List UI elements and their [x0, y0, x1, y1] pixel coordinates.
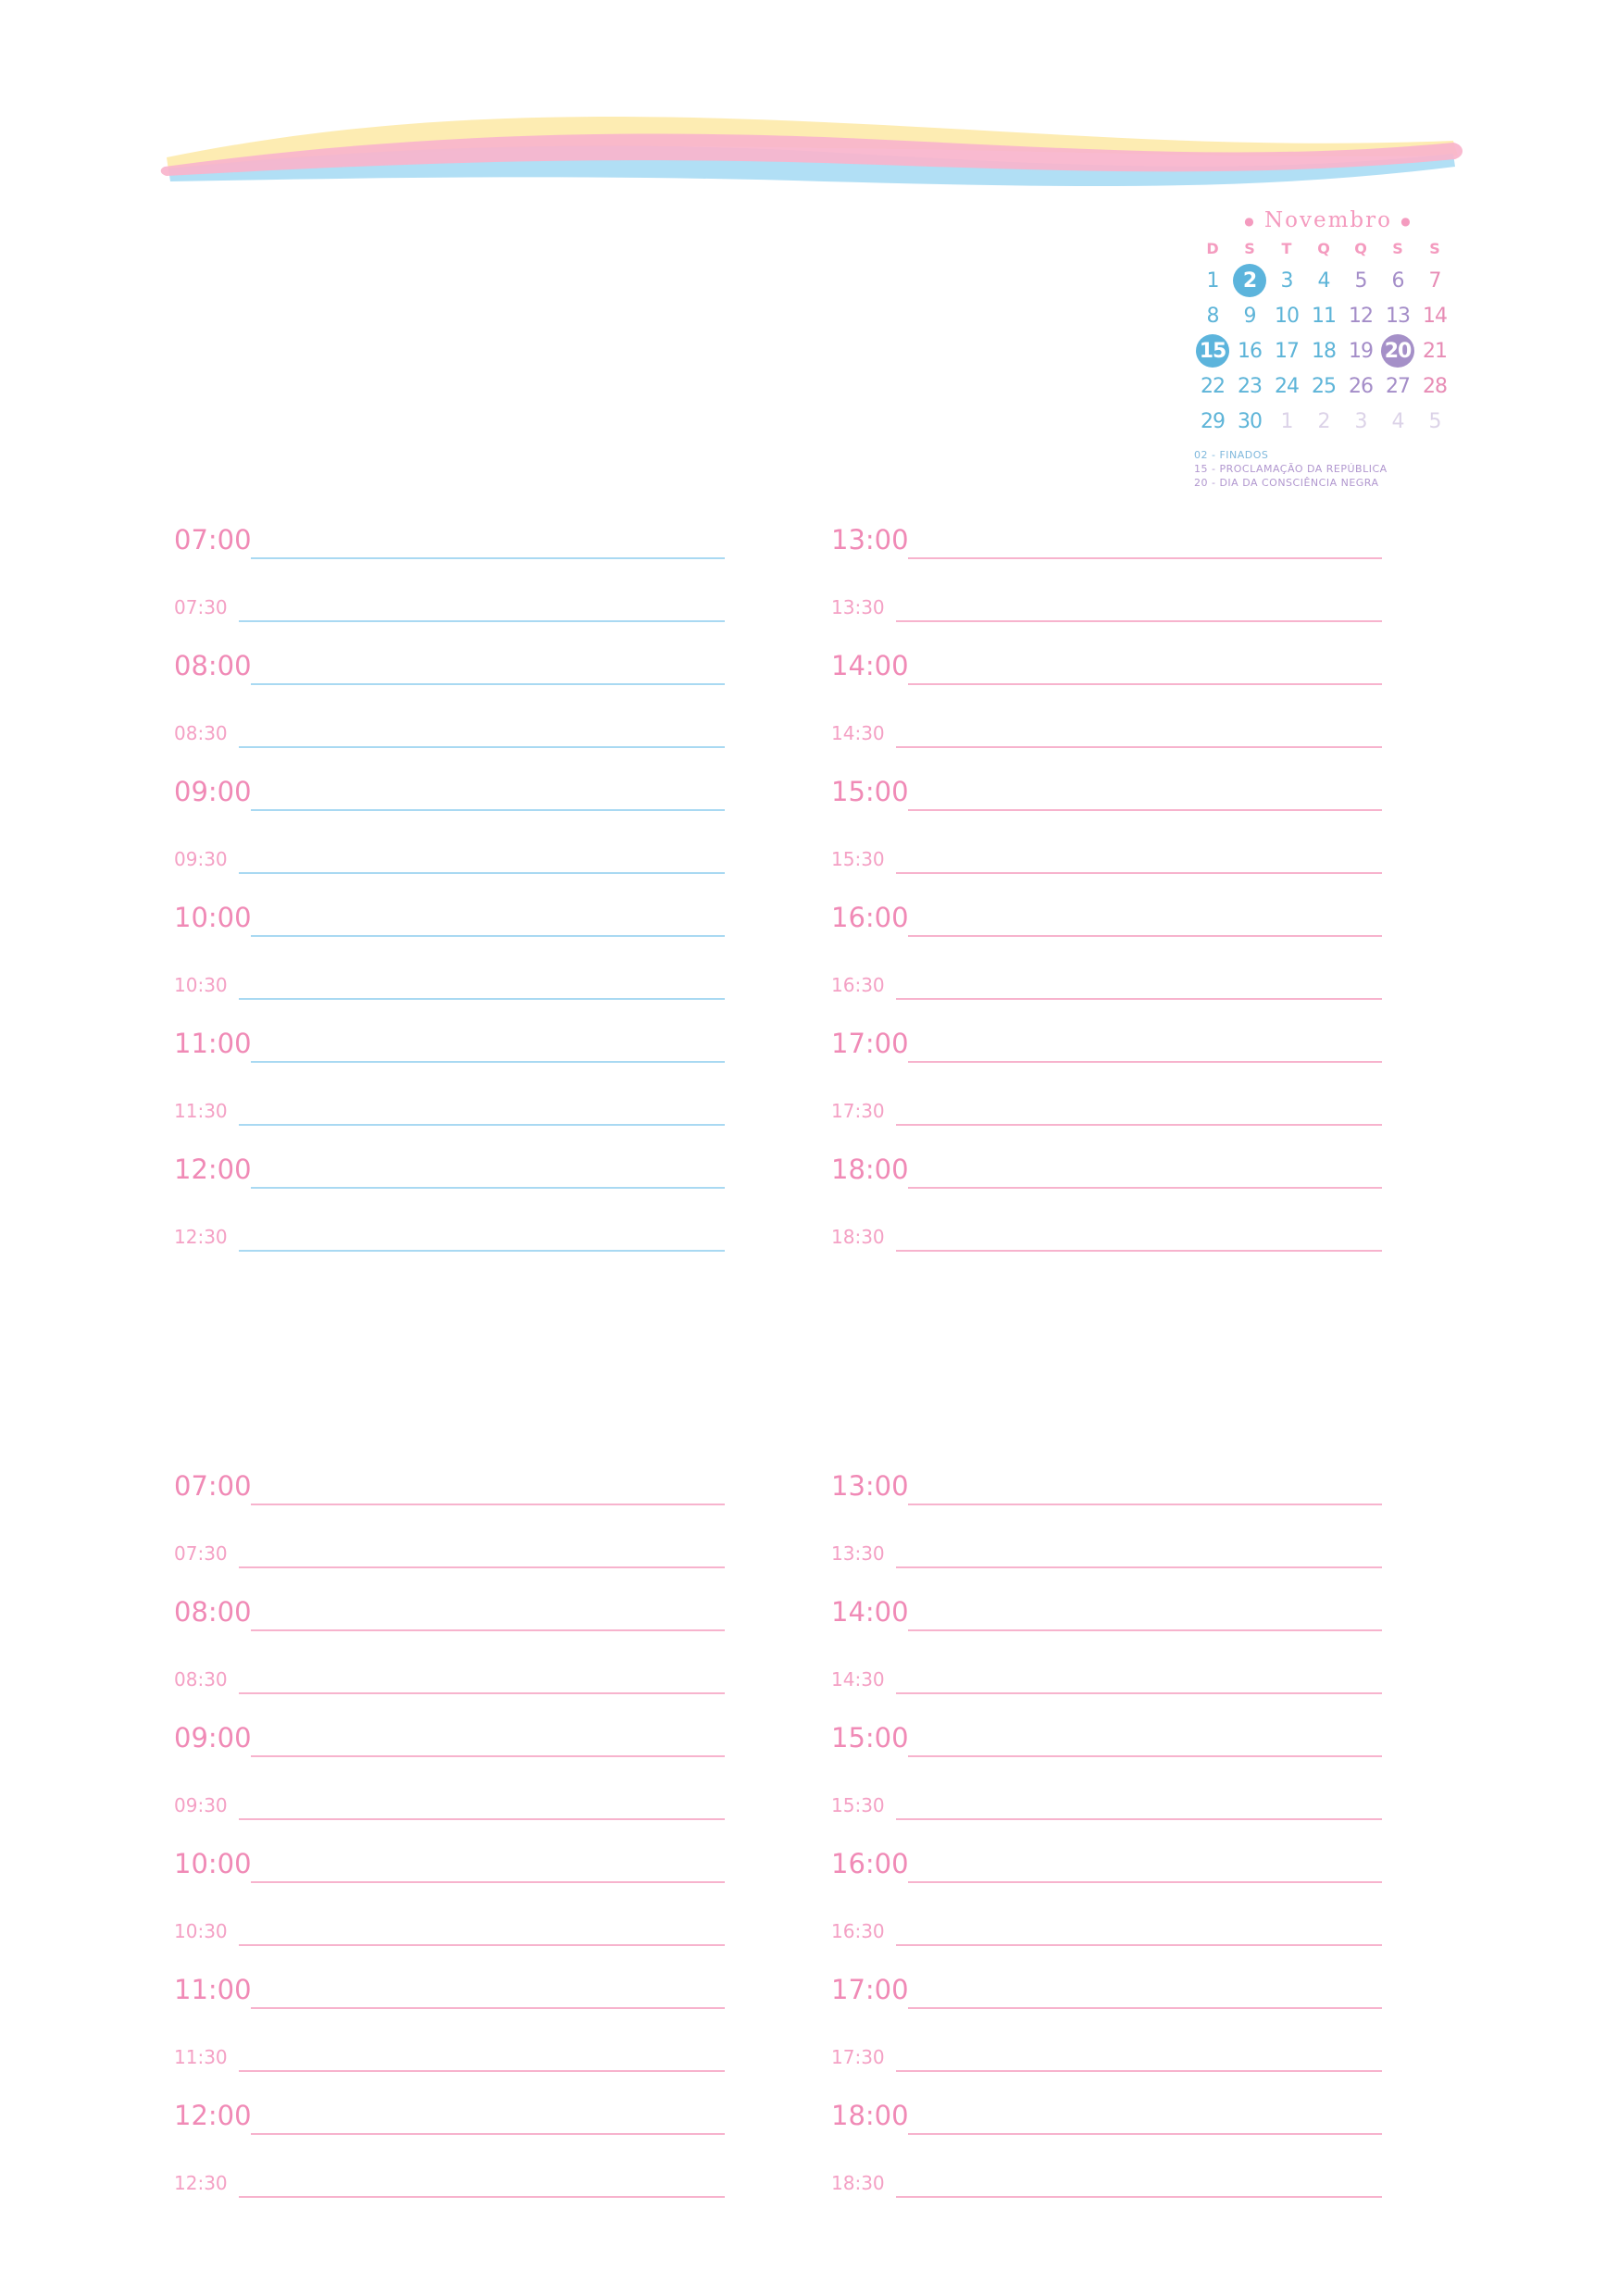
- writing-line: [896, 998, 1382, 1000]
- time-slot-row: [165, 570, 725, 622]
- time-slot-row: [822, 696, 1382, 748]
- calendar-day-number: 19: [1349, 339, 1373, 363]
- time-label: 12:30: [174, 1226, 228, 1248]
- calendar-day: [1194, 263, 1231, 298]
- calendar-day: [1379, 263, 1416, 298]
- time-slot-row: [822, 2146, 1382, 2198]
- writing-line: [908, 1755, 1382, 1757]
- calendar-holiday-note: 15 - PROCLAMAÇÃO DA REPÚBLICA: [1194, 463, 1388, 475]
- time-slot-row: [822, 1454, 1382, 1505]
- time-slot-row: [822, 759, 1382, 811]
- calendar-day-number: 11: [1312, 304, 1336, 328]
- time-label: 13:00: [831, 524, 909, 555]
- writing-line: [908, 1504, 1382, 1505]
- writing-line: [896, 1692, 1382, 1694]
- time-slot-row: [822, 1894, 1382, 1946]
- time-label: 17:00: [831, 1974, 909, 2005]
- calendar-day-number: 22: [1201, 374, 1225, 398]
- time-label: 07:00: [174, 1470, 252, 1502]
- writing-line: [239, 620, 725, 622]
- time-label: 16:00: [831, 902, 909, 933]
- schedule-column: [822, 507, 1382, 1263]
- writing-line: [251, 557, 725, 559]
- writing-line: [908, 809, 1382, 811]
- calendar-day: [1231, 368, 1268, 404]
- writing-line: [908, 2007, 1382, 2009]
- time-label: 07:30: [174, 1542, 228, 1565]
- writing-line: [239, 1692, 725, 1694]
- calendar-day: [1416, 404, 1453, 439]
- writing-line: [908, 1187, 1382, 1189]
- writing-line: [896, 1250, 1382, 1252]
- time-label: 11:00: [174, 1974, 252, 2005]
- time-slot-row: [822, 2083, 1382, 2135]
- writing-line: [251, 2007, 725, 2009]
- calendar-day-number: 3: [1354, 409, 1367, 433]
- time-slot-row: [165, 1137, 725, 1189]
- time-label: 12:00: [174, 1154, 252, 1185]
- mini-calendar: [1194, 206, 1462, 490]
- time-label: 18:00: [831, 1154, 909, 1185]
- time-slot-row: [165, 759, 725, 811]
- time-label: 17:30: [831, 2046, 885, 2068]
- writing-line: [251, 1881, 725, 1883]
- time-label: 15:30: [831, 1794, 885, 1816]
- time-slot-row: [165, 1831, 725, 1883]
- time-label: 13:30: [831, 1542, 885, 1565]
- time-slot-row: [165, 1642, 725, 1694]
- calendar-day-number: 18: [1312, 339, 1336, 363]
- time-label: 14:00: [831, 650, 909, 681]
- time-slot-row: [165, 822, 725, 874]
- calendar-day: [1231, 333, 1268, 368]
- time-slot-row: [822, 1957, 1382, 2009]
- writing-line: [251, 1755, 725, 1757]
- time-slot-row: [822, 2020, 1382, 2072]
- time-slot-row: [822, 1074, 1382, 1126]
- calendar-day: [1305, 333, 1342, 368]
- time-slot-row: [822, 948, 1382, 1000]
- time-label: 12:00: [174, 2100, 252, 2131]
- calendar-weekday: S: [1392, 240, 1403, 257]
- calendar-day: [1416, 368, 1453, 404]
- time-slot-row: [165, 633, 725, 685]
- time-slot-row: [822, 885, 1382, 937]
- time-slot-row: [165, 1579, 725, 1631]
- time-slot-row: [165, 1011, 725, 1063]
- time-slot-row: [165, 507, 725, 559]
- calendar-day-number: 1: [1280, 409, 1293, 433]
- time-label: 16:30: [831, 974, 885, 996]
- writing-line: [896, 1944, 1382, 1946]
- time-slot-row: [165, 1454, 725, 1505]
- writing-line: [239, 872, 725, 874]
- calendar-weekday: Q: [1354, 240, 1367, 257]
- calendar-holiday-note: 20 - DIA DA CONSCIÊNCIA NEGRA: [1194, 477, 1379, 489]
- time-label: 10:00: [174, 1848, 252, 1879]
- time-label: 18:30: [831, 1226, 885, 1248]
- time-label: 08:30: [174, 1668, 228, 1691]
- calendar-day-number: 8: [1206, 304, 1219, 328]
- calendar-day: [1379, 298, 1416, 333]
- time-label: 11:30: [174, 2046, 228, 2068]
- time-label: 14:30: [831, 1668, 885, 1691]
- time-slot-row: [165, 1074, 725, 1126]
- time-label: 07:00: [174, 524, 252, 555]
- calendar-day-number: 30: [1238, 409, 1262, 433]
- calendar-day: [1416, 298, 1453, 333]
- writing-line: [908, 2133, 1382, 2135]
- time-slot-row: [822, 570, 1382, 622]
- calendar-day: [1379, 404, 1416, 439]
- time-slot-row: [822, 1579, 1382, 1631]
- time-label: 15:30: [831, 848, 885, 870]
- calendar-day: [1194, 404, 1231, 439]
- time-slot-row: [165, 1894, 725, 1946]
- writing-line: [251, 935, 725, 937]
- calendar-day-number: 9: [1243, 304, 1256, 328]
- calendar-day: [1268, 263, 1305, 298]
- bullet-icon: ●: [1400, 215, 1413, 228]
- writing-line: [896, 746, 1382, 748]
- writing-line: [908, 1061, 1382, 1063]
- writing-line: [896, 1818, 1382, 1820]
- calendar-day: [1342, 333, 1379, 368]
- calendar-weekday: Q: [1317, 240, 1330, 257]
- calendar-day-number: 23: [1238, 374, 1262, 398]
- time-slot-row: [822, 1705, 1382, 1757]
- writing-line: [239, 2070, 725, 2072]
- writing-line: [239, 998, 725, 1000]
- time-label: 09:30: [174, 1794, 228, 1816]
- time-label: 12:30: [174, 2172, 228, 2194]
- time-slot-row: [822, 1200, 1382, 1252]
- calendar-day: [1342, 368, 1379, 404]
- time-label: 17:30: [831, 1100, 885, 1122]
- time-label: 11:30: [174, 1100, 228, 1122]
- calendar-day-number: 5: [1428, 409, 1441, 433]
- calendar-day: [1231, 263, 1268, 298]
- writing-line: [908, 683, 1382, 685]
- time-label: 18:00: [831, 2100, 909, 2131]
- time-slot-row: [165, 948, 725, 1000]
- calendar-day-number: 26: [1349, 374, 1373, 398]
- calendar-day-grid: [1194, 263, 1462, 439]
- time-label: 08:00: [174, 1596, 252, 1628]
- time-label: 14:00: [831, 1596, 909, 1628]
- time-slot-row: [822, 1137, 1382, 1189]
- calendar-day-number: 4: [1391, 409, 1404, 433]
- writing-line: [896, 2070, 1382, 2072]
- calendar-weekday: T: [1281, 240, 1292, 257]
- time-slot-row: [822, 1642, 1382, 1694]
- writing-line: [908, 1881, 1382, 1883]
- calendar-day-number: 24: [1275, 374, 1299, 398]
- time-label: 11:00: [174, 1028, 252, 1059]
- calendar-day: [1268, 368, 1305, 404]
- writing-line: [239, 1250, 725, 1252]
- writing-line: [896, 1124, 1382, 1126]
- writing-line: [896, 1566, 1382, 1568]
- calendar-month-title: [1194, 206, 1462, 235]
- calendar-month-label: Novembro: [1264, 208, 1392, 232]
- writing-line: [239, 2196, 725, 2198]
- time-label: 07:30: [174, 596, 228, 618]
- time-slot-row: [165, 1516, 725, 1568]
- calendar-day-number: 2: [1317, 409, 1330, 433]
- time-slot-row: [822, 507, 1382, 559]
- header-wave-decoration: [157, 111, 1472, 204]
- calendar-day: [1268, 298, 1305, 333]
- writing-line: [251, 1504, 725, 1505]
- calendar-day-number: 21: [1423, 339, 1447, 363]
- calendar-day-number: 25: [1312, 374, 1336, 398]
- writing-line: [239, 746, 725, 748]
- time-slot-row: [165, 1705, 725, 1757]
- calendar-day-number: 14: [1423, 304, 1447, 328]
- calendar-day-number: 2: [1233, 264, 1266, 297]
- writing-line: [896, 872, 1382, 874]
- time-slot-row: [822, 1516, 1382, 1568]
- writing-line: [251, 809, 725, 811]
- time-label: 13:00: [831, 1470, 909, 1502]
- calendar-day: [1416, 333, 1453, 368]
- calendar-day-number: 10: [1275, 304, 1299, 328]
- time-slot-row: [165, 2146, 725, 2198]
- calendar-day: [1268, 333, 1305, 368]
- time-slot-row: [822, 822, 1382, 874]
- calendar-day: [1305, 404, 1342, 439]
- calendar-day-number: 27: [1386, 374, 1410, 398]
- writing-line: [239, 1818, 725, 1820]
- time-label: 10:30: [174, 1920, 228, 1942]
- writing-line: [908, 557, 1382, 559]
- writing-line: [908, 1629, 1382, 1631]
- calendar-day-number: 20: [1381, 334, 1414, 368]
- time-slot-row: [822, 1011, 1382, 1063]
- writing-line: [908, 935, 1382, 937]
- calendar-day-number: 3: [1280, 268, 1293, 293]
- time-label: 09:00: [174, 776, 252, 807]
- calendar-day: [1342, 298, 1379, 333]
- calendar-weekday: S: [1244, 240, 1255, 257]
- time-slot-row: [165, 2020, 725, 2072]
- writing-line: [896, 2196, 1382, 2198]
- writing-line: [251, 1187, 725, 1189]
- calendar-day-number: 5: [1354, 268, 1367, 293]
- writing-line: [239, 1124, 725, 1126]
- writing-line: [251, 2133, 725, 2135]
- time-label: 16:00: [831, 1848, 909, 1879]
- time-label: 18:30: [831, 2172, 885, 2194]
- time-slot-row: [165, 1957, 725, 2009]
- time-label: 14:30: [831, 722, 885, 744]
- calendar-day: [1342, 404, 1379, 439]
- time-slot-row: [822, 1831, 1382, 1883]
- calendar-day-number: 12: [1349, 304, 1373, 328]
- writing-line: [896, 620, 1382, 622]
- writing-line: [251, 1629, 725, 1631]
- time-label: 17:00: [831, 1028, 909, 1059]
- writing-line: [251, 1061, 725, 1063]
- time-slot-row: [165, 885, 725, 937]
- calendar-day: [1305, 298, 1342, 333]
- calendar-day: [1231, 298, 1268, 333]
- time-label: 08:30: [174, 722, 228, 744]
- calendar-day: [1305, 263, 1342, 298]
- calendar-day-number: 6: [1391, 268, 1404, 293]
- schedule-column: [165, 507, 725, 1263]
- calendar-holiday-note: 02 - FINADOS: [1194, 449, 1269, 461]
- calendar-day: [1379, 333, 1416, 368]
- calendar-weekday: D: [1206, 240, 1219, 257]
- calendar-day: [1194, 298, 1231, 333]
- writing-line: [251, 683, 725, 685]
- writing-line: [239, 1944, 725, 1946]
- calendar-day: [1194, 368, 1231, 404]
- calendar-weekday-header: [1194, 235, 1462, 263]
- calendar-day-number: 28: [1423, 374, 1447, 398]
- calendar-weekday: S: [1429, 240, 1440, 257]
- time-label: 15:00: [831, 1722, 909, 1753]
- time-slot-row: [822, 1768, 1382, 1820]
- time-slot-row: [165, 696, 725, 748]
- schedule-column: [165, 1454, 725, 2209]
- time-label: 10:30: [174, 974, 228, 996]
- time-label: 16:30: [831, 1920, 885, 1942]
- calendar-day-number: 15: [1196, 334, 1229, 368]
- schedule-column: [822, 1454, 1382, 2209]
- calendar-day: [1194, 333, 1231, 368]
- calendar-day: [1342, 263, 1379, 298]
- bullet-icon: ●: [1244, 215, 1256, 228]
- time-slot-row: [165, 2083, 725, 2135]
- time-slot-row: [165, 1768, 725, 1820]
- time-slot-row: [822, 633, 1382, 685]
- time-label: 13:30: [831, 596, 885, 618]
- time-label: 15:00: [831, 776, 909, 807]
- calendar-day-number: 13: [1386, 304, 1410, 328]
- calendar-day-number: 16: [1238, 339, 1262, 363]
- time-label: 08:00: [174, 650, 252, 681]
- calendar-day-number: 7: [1428, 268, 1441, 293]
- time-label: 10:00: [174, 902, 252, 933]
- calendar-day: [1416, 263, 1453, 298]
- time-label: 09:30: [174, 848, 228, 870]
- calendar-day-number: 29: [1201, 409, 1225, 433]
- calendar-holiday-notes: [1194, 448, 1462, 490]
- writing-line: [239, 1566, 725, 1568]
- calendar-day: [1268, 404, 1305, 439]
- calendar-day-number: 17: [1275, 339, 1299, 363]
- calendar-day-number: 4: [1317, 268, 1330, 293]
- time-slot-row: [165, 1200, 725, 1252]
- calendar-day-number: 1: [1206, 268, 1219, 293]
- calendar-day: [1379, 368, 1416, 404]
- calendar-day: [1231, 404, 1268, 439]
- calendar-day: [1305, 368, 1342, 404]
- time-label: 09:00: [174, 1722, 252, 1753]
